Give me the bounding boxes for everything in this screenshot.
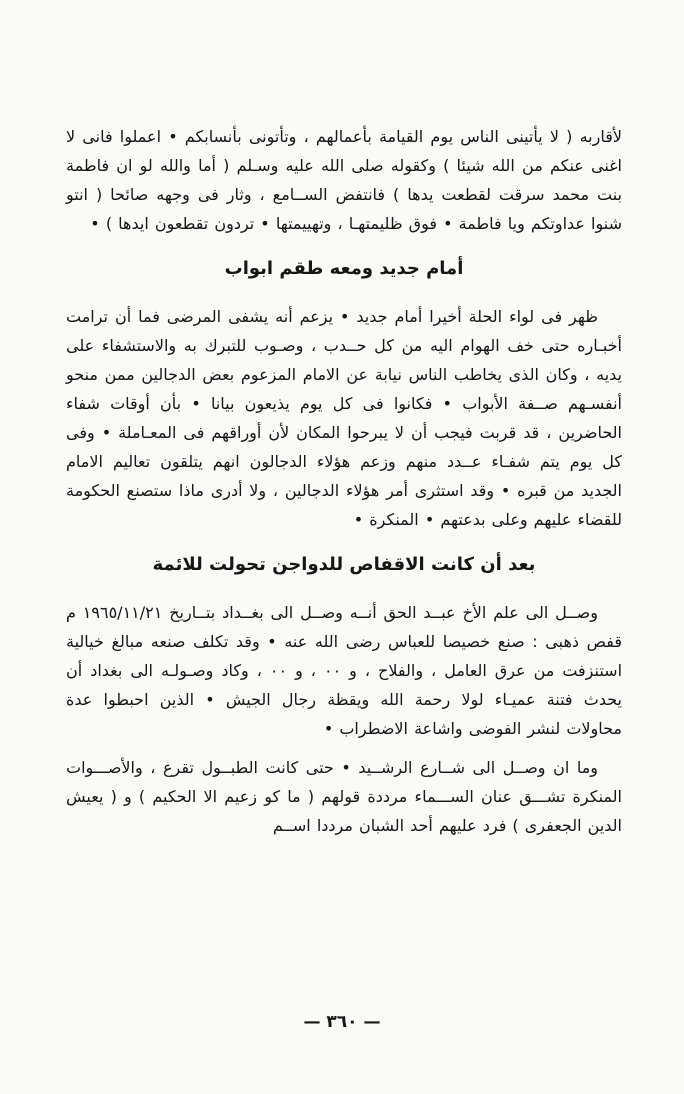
page-content	[66, 122, 622, 850]
section-heading-cages: بعد أن كانت الاقفاص للدواجن تحولت للائمة	[152, 554, 536, 575]
paragraph-rashid-street: وما ان وصــل الى شــارع الرشــيد • حتى كانت الطبــول تقرع ، والأصـــوات المنكرة تشـــق عنان الســـماء مرددة قولهم ( ما كو زعيم الا الحكيم ) و ( يعيش الدين الجعفرى ) فرد عليهم أحد الشبان مرددا اســم	[66, 758, 622, 835]
paragraph-golden-cage: وصــل الى علم الأخ عبــد الحق أنــه وصــل الى بغــداد بتــاريخ ١٩٦٥/١١/٢١ م قفص ذهبى : صنع خصيصا للعباس رضى الله عنه • وقد تكلف صنعه مبالغ خيالية استنزفت من عرق العامل ، والفلاح ، و ٠٠ ، و ٠٠ ، وكاد وصـولـه الى بغداد أن يحدث فتنة عميـاء لولا رحمة الله ويقظة رجال الجيش • الذين احبطوا عدة محاولات لنشر الفوضى واشاعة الاضطراب •	[66, 603, 623, 738]
paragraph-continuation: لأقاربه ( لا يأتينى الناس يوم القيامة بأعمالهم ، وتأتونى بأنسابكم • اعملوا فانى لا اغنى عنكم من الله شيئا ) وكقوله صلى الله عليه وسـلم ( أما والله لو ان فاطمة بنت محمد سرقت لقطعت يدها ) فانتفض الســامع ، وثار فى وجهه صائحا ( انتو شنوا عداوتكم ويا فاطمة • فوق ظليمتهـا ، وتهييمتها • تردون تقطعون ايدها ) •	[66, 127, 622, 233]
section-heading-new-imam: أمام جديد ومعه طقم ابواب	[224, 258, 464, 279]
paragraph-new-imam: ظهر فى لواء الحلة أخيرا أمام جديد • يزعم أنه يشفى المرضى فما أن ترامت أخبـاره حتى خف الهوام اليه من كل حــدب ، وصـوب للتبرك به والاستشفاء على يديه ، وكان الذى يخاطب الناس نيابة عن الامام المزعوم بعض الدجالين ممن منحو أنفسـهم صــفة الأبواب • فكانوا فى كل يوم يذيعون بيانا • بأن أوقات شفاء الحاضرين ، قد قربت فيجب أن لا يبرحوا المكان لأن أوراقهم فى المعـاملة • وفى كل يوم يتم شفـاء عــدد منهم وزعم هؤلاء الدجالون انهم يتلقون تعاليم الامام الجديد من قبره • وقد استثرى أمر هؤلاء الدجالين ، ولا أدرى ماذا ستصنع الحكومة للقضاء عليهم وعلى بدعتهم • المنكرة •	[66, 307, 622, 529]
page-number: — ٣٦٠ —	[303, 1012, 381, 1032]
